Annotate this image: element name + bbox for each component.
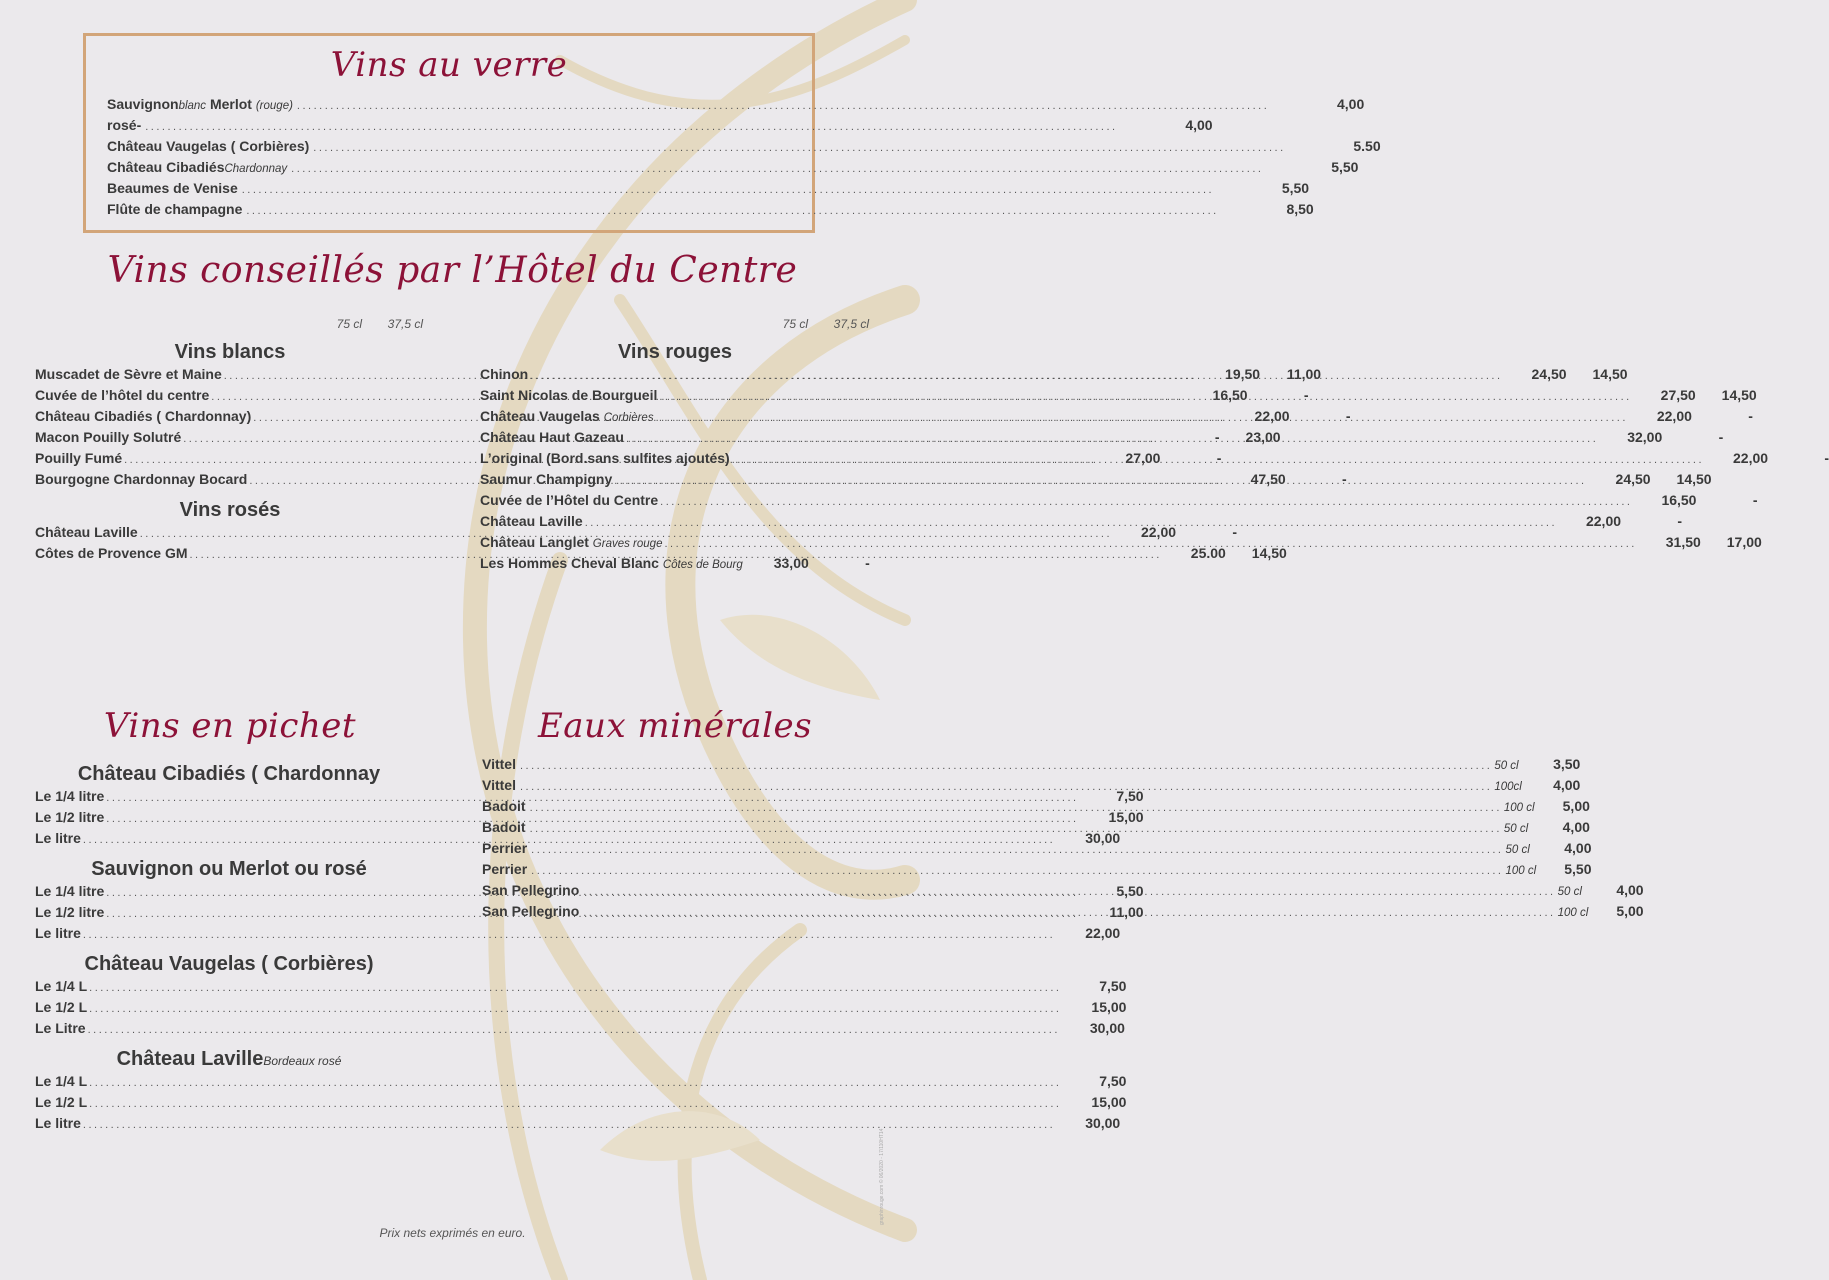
price-37cl: - <box>1718 429 1724 445</box>
pichet-group-name: Château Cibadiés ( Chardonnay <box>77 763 381 785</box>
price-75cl: 32,00 <box>1627 429 1663 445</box>
wine-name: Pouilly Fumé <box>35 450 123 466</box>
pichet-row <box>35 1020 1125 1041</box>
dot-leader <box>145 121 1117 133</box>
dot-leader <box>659 391 1631 403</box>
pichet-price: 30,00 <box>1085 830 1121 846</box>
vins-rouges-title: Vins rouges <box>617 341 733 363</box>
wine-row <box>480 408 1753 429</box>
wine-name: Château Langlet <box>480 534 593 550</box>
vins-blancs-title: Vins blancs <box>174 341 286 363</box>
vins-au-verre-title: Vins au verre <box>330 45 568 85</box>
wine-name-secondary: Merlot <box>206 96 256 112</box>
wine-name: Château Vaugelas ( Corbières) <box>107 138 310 154</box>
wine-note: Côtes de Bourg <box>662 559 743 571</box>
pichet-group-name: Sauvignon ou Merlot ou rosé <box>91 858 367 880</box>
wine-name: Côtes de Provence GM <box>35 545 188 561</box>
dot-leader <box>530 823 1502 835</box>
dot-leader <box>626 433 1598 445</box>
dot-leader <box>520 781 1492 793</box>
water-name: Perrier <box>482 840 528 856</box>
dot-leader <box>664 538 1636 550</box>
price-37cl: 23,00 <box>1245 429 1281 445</box>
pichet-row <box>35 1073 1127 1094</box>
wine-name: Saumur Champigny <box>480 471 613 487</box>
wine-note: Graves rouge <box>592 538 663 550</box>
water-name: San Pellegrino <box>482 882 580 898</box>
pichet-size: Le 1/2 L <box>35 1094 88 1110</box>
pichet-price: 22,00 <box>1085 925 1121 941</box>
water-name: Vittel <box>482 777 516 793</box>
wine-name: Château Laville <box>480 513 583 529</box>
wine-row <box>107 159 1359 180</box>
price-75cl: 19,50 <box>1225 366 1261 382</box>
dot-leader <box>291 163 1263 175</box>
pichet-price: 15,00 <box>1091 1094 1127 1110</box>
pichet-size: Le litre <box>35 830 81 846</box>
wine-row <box>107 180 1310 201</box>
dot-leader <box>656 412 1628 424</box>
price-75cl: 22,00 <box>1733 450 1769 466</box>
vins-en-pichet-title: Vins en pichet <box>103 706 357 746</box>
column-headers-right <box>736 317 869 331</box>
dot-leader <box>732 454 1704 466</box>
dot-leader <box>83 929 1055 941</box>
column-headers-left <box>290 317 423 331</box>
wine-name: rosé- <box>107 117 142 133</box>
print-credit: graphinrouge.com © 06/2020 - 17/110HT14 <box>879 1128 885 1225</box>
dot-leader <box>83 1119 1055 1131</box>
wine-row <box>107 201 1314 222</box>
water-price: 4,00 <box>1616 882 1644 898</box>
pichet-size: Le 1/4 litre <box>35 788 105 804</box>
wine-price: 4,00 <box>1185 117 1213 133</box>
water-name: Badoit <box>482 798 526 814</box>
dot-leader <box>89 1003 1061 1015</box>
wine-row <box>107 117 1213 138</box>
pichet-price: 11,00 <box>1109 904 1144 920</box>
price-37cl: - <box>1748 408 1753 424</box>
wine-price: 5.50 <box>1353 138 1381 154</box>
pichet-size: Le Litre <box>35 1020 86 1036</box>
price-37cl: 14,50 <box>1251 545 1287 561</box>
price-75cl: 25.00 <box>1190 545 1226 561</box>
wine-name: Macon Pouilly Solutré <box>35 429 182 445</box>
wine-row <box>107 96 1365 117</box>
wine-name: Saint Nicolas de Bourgueil <box>480 387 658 403</box>
price-37cl: - <box>1345 408 1351 424</box>
price-37cl: - <box>865 555 870 571</box>
water-price: 5,50 <box>1564 861 1592 877</box>
wine-note: blanc <box>178 100 207 112</box>
vins-conseilles-title: Vins conseillés par l’Hôtel du Centre <box>107 250 798 291</box>
eaux-minerales-title: Eaux minérales <box>537 706 813 746</box>
pichet-group-title <box>35 1047 423 1073</box>
pichet-price: 15,00 <box>1091 999 1127 1015</box>
wine-name: Cuvée de l’hôtel du centre <box>35 387 210 403</box>
price-75cl: 22,00 <box>1585 513 1622 529</box>
water-row <box>482 756 1581 777</box>
water-name: Badoit <box>482 819 526 835</box>
dot-leader <box>89 1098 1061 1110</box>
pichet-row <box>35 1094 1127 1115</box>
pichet-group-title <box>35 762 423 788</box>
wine-name: Chinon <box>480 366 529 382</box>
wine-name: Château Cibadiés ( Chardonnay) <box>35 408 252 424</box>
pichet-size: Le litre <box>35 1115 81 1131</box>
col-37cl-label: 37,5 cl <box>387 317 423 331</box>
wine-price: 8,50 <box>1286 201 1314 217</box>
wine-note-secondary: (rouge) <box>255 100 293 112</box>
dot-leader <box>89 1077 1061 1089</box>
wine-name: Cuvée de l’Hôtel du Centre <box>480 492 659 508</box>
price-37cl: - <box>1232 524 1238 540</box>
pichet-size: Le 1/4 litre <box>35 883 105 899</box>
dot-leader <box>530 370 1502 382</box>
price-75cl: 47,50 <box>1250 471 1286 487</box>
pichet-price: 7,50 <box>1116 788 1144 804</box>
dot-leader <box>242 184 1214 196</box>
wine-name: Sauvignon <box>107 96 179 112</box>
wine-price: 4,00 <box>1337 96 1365 112</box>
pichet-price: 30,00 <box>1085 1115 1121 1131</box>
pichet-price: 7,50 <box>1099 1073 1127 1089</box>
dot-leader <box>583 907 1555 919</box>
pichet-size: Le 1/4 L <box>35 1073 88 1089</box>
price-75cl: 33,00 <box>773 555 809 571</box>
wine-row <box>480 513 1683 534</box>
water-price: 3,50 <box>1553 756 1581 772</box>
pichet-row <box>35 925 1121 946</box>
price-75cl: 31,50 <box>1665 534 1701 550</box>
pichet-group-title <box>35 857 423 883</box>
pichet-row <box>35 1115 1121 1136</box>
wine-price: 5,50 <box>1331 159 1359 175</box>
col-37cl-label: 37,5 cl <box>833 317 869 331</box>
dot-leader <box>88 1024 1060 1036</box>
price-37cl: - <box>1216 450 1222 466</box>
wine-name: Beaumes de Venise <box>107 180 238 196</box>
pichet-group-note: Bordeaux rosé <box>263 1054 342 1068</box>
pichet-size: Le 1/2 litre <box>35 904 105 920</box>
pichet-price: 15,00 <box>1108 809 1144 825</box>
water-size: 50 cl <box>1494 760 1519 772</box>
wine-name: Flûte de champagne <box>107 201 243 217</box>
water-row <box>482 840 1592 861</box>
dot-leader <box>297 100 1269 112</box>
pichet-size: Le litre <box>35 925 81 941</box>
dot-leader <box>531 865 1503 877</box>
pichet-row <box>35 999 1127 1020</box>
price-37cl: 14,50 <box>1592 366 1628 382</box>
water-price: 5,00 <box>1562 798 1590 814</box>
water-price: 4,00 <box>1553 777 1581 793</box>
price-37cl: - <box>1824 450 1829 466</box>
vins-au-verre-list <box>107 96 1381 222</box>
price-75cl: 24,50 <box>1615 471 1651 487</box>
price-37cl: 14,50 <box>1676 471 1712 487</box>
wine-note: Corbières <box>603 412 654 424</box>
pichet-price: 5,50 <box>1116 883 1144 899</box>
price-75cl: - <box>1214 429 1220 445</box>
price-37cl: 11,00 <box>1286 366 1322 382</box>
water-price: 5,00 <box>1616 903 1644 919</box>
col-75cl-label: 75 cl <box>782 317 808 331</box>
price-37cl: - <box>1303 387 1309 403</box>
dot-leader <box>531 844 1503 856</box>
pichet-group-name: Château Laville <box>116 1048 264 1070</box>
pichet-row <box>35 978 1127 999</box>
wine-price: 5,50 <box>1281 180 1310 196</box>
water-size: 50 cl <box>1503 823 1529 835</box>
dot-leader <box>89 982 1061 994</box>
dot-leader <box>520 760 1492 772</box>
dot-leader <box>614 475 1586 487</box>
price-37cl: - <box>1342 471 1347 487</box>
pichet-group-name: Château Vaugelas ( Corbières) <box>84 953 374 975</box>
water-name: Vittel <box>482 756 516 772</box>
dot-leader <box>583 886 1555 898</box>
dot-leader <box>530 802 1502 814</box>
pichet-size: Le 1/2 L <box>35 999 88 1015</box>
water-name: San Pellegrino <box>482 903 580 919</box>
dot-leader <box>246 205 1218 217</box>
footer-note: Prix nets exprimés en euro. <box>379 1226 526 1240</box>
wine-name: Muscadet de Sèvre et Maine <box>35 366 222 382</box>
water-row <box>482 861 1592 882</box>
wine-row <box>480 555 869 576</box>
wine-name: Les Hommes Cheval Blanc <box>480 555 663 571</box>
price-37cl: 17,00 <box>1726 534 1762 550</box>
pichet-price: 7,50 <box>1099 978 1127 994</box>
price-37cl: - <box>1752 492 1758 508</box>
water-price: 4,00 <box>1562 819 1590 835</box>
price-75cl: 27,00 <box>1125 450 1161 466</box>
wine-name: Château Cibadiés <box>107 159 225 175</box>
wine-row <box>480 492 1758 513</box>
water-price: 4,00 <box>1564 840 1592 856</box>
water-name: Perrier <box>482 861 528 877</box>
price-75cl: 22,00 <box>1656 408 1692 424</box>
vins-roses-title: Vins rosés <box>179 499 281 521</box>
water-size: 50 cl <box>1557 886 1582 898</box>
price-75cl: 22,00 <box>1254 408 1290 424</box>
water-size: 100cl <box>1494 781 1522 793</box>
water-size: 100 cl <box>1503 802 1535 814</box>
water-size: 50 cl <box>1505 844 1530 856</box>
wine-name: Bourgogne Chardonnay Bocard <box>35 471 248 487</box>
price-37cl: - <box>1677 513 1683 529</box>
wine-name: Château Haut Gazeau <box>480 429 624 445</box>
wine-name: L’original (Bord.sans sulfites ajoutés) <box>480 450 730 466</box>
pichet-size: Le 1/2 litre <box>35 809 105 825</box>
col-75cl-label: 75 cl <box>336 317 362 331</box>
pichet-group-title <box>35 952 423 978</box>
wine-name: Château Vaugelas <box>480 408 604 424</box>
pichet-price: 30,00 <box>1089 1020 1125 1036</box>
wine-name: Château Laville <box>35 524 138 540</box>
price-75cl: 16,50 <box>1212 387 1248 403</box>
price-75cl: 27,50 <box>1660 387 1696 403</box>
pichet-size: Le 1/4 L <box>35 978 88 994</box>
price-75cl: 24,50 <box>1531 366 1567 382</box>
wine-note: Chardonnay <box>224 163 288 175</box>
price-75cl: 16,50 <box>1661 492 1697 508</box>
wine-row <box>107 138 1381 159</box>
water-size: 100 cl <box>1557 907 1589 919</box>
price-75cl: 22,00 <box>1140 524 1177 540</box>
water-size: 100 cl <box>1505 865 1537 877</box>
price-37cl: 14,50 <box>1721 387 1757 403</box>
dot-leader <box>660 496 1632 508</box>
dot-leader <box>585 517 1557 529</box>
dot-leader <box>313 142 1285 154</box>
